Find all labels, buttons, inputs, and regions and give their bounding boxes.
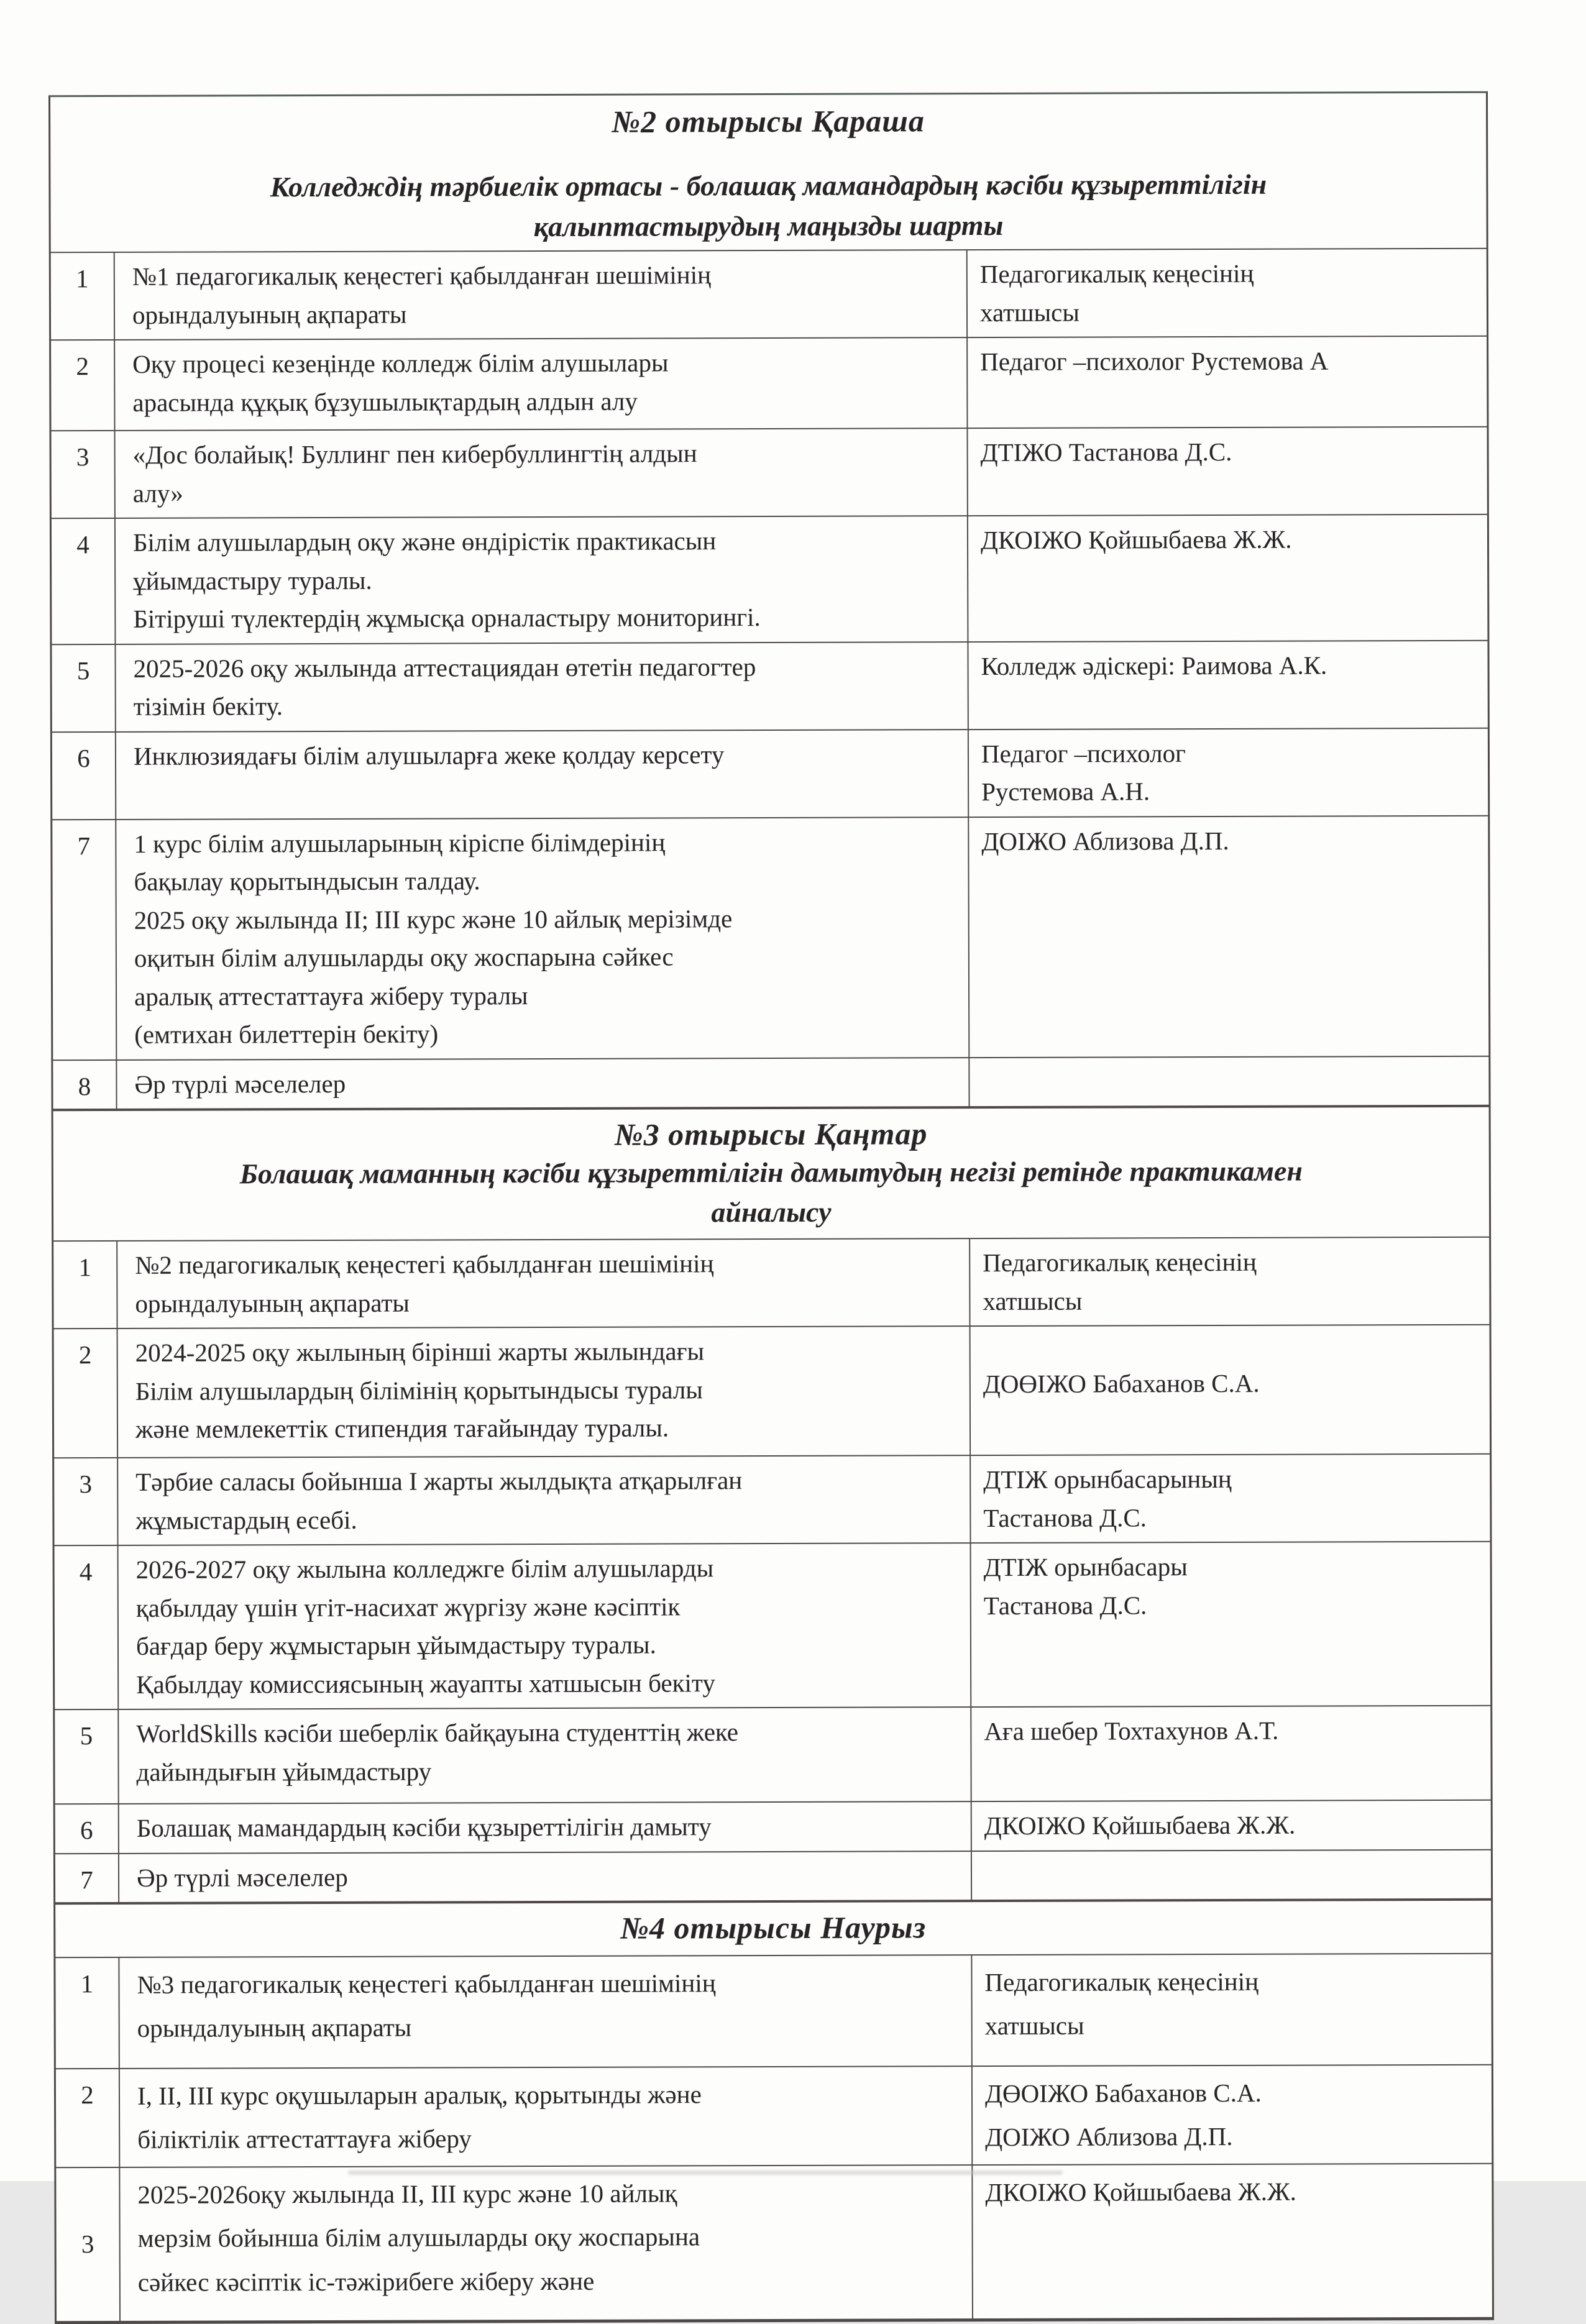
row-number-cell: 2 [54,1329,118,1458]
section-header [53,1106,1490,1242]
section-subtitle: Колледждің тәрбиелік ортасы - болашақ мамандардың кәсіби құзыреттілігін қалыптастырудың маңызды шарты [270,168,1267,242]
agenda-table [55,1954,1492,2322]
table-row [52,640,1487,731]
responsible-cell: ДКОІЖО Қойшыбаева Ж.Ж. [972,2164,1492,2319]
responsible-cell: ДКОІЖО Қойшыбаева Ж.Ж. [968,515,1488,642]
agenda-table-body [51,249,1489,1109]
table-row [53,1056,1488,1109]
agenda-topic-cell: Оқу процесі кезеңінде колледж білім алушылары арасында құқық бұзушылықтардың алдын алу [114,337,967,431]
agenda-topic-cell: №1 педагогикалық кеңестегі қабылданған шешімінің орындалуының ақпараты [114,250,967,340]
row-number-cell: 1 [53,1242,117,1329]
row-number-cell: 4 [52,518,116,644]
responsible-cell: ДТІЖ орынбасарының Тастанова Д.С. [970,1454,1490,1543]
agenda-topic-cell: WorldSkills кәсіби шеберлік байқауына студенттің жеке дайындығын ұйымдастыру [118,1707,971,1804]
agenda-topic-cell: 2025-2026оқу жылында II, III курс және 10 айлық мерзім бойынша білім алушыларды оқу жоспарына сәйкес кәсіптік іс-тәжірибеге жіберу және [119,2165,973,2322]
responsible-cell: Аға шебер Тохтахунов А.Т. [971,1706,1490,1801]
responsible-cell [971,1850,1491,1901]
table-row [55,1542,1491,1709]
row-number-cell: 6 [52,731,116,819]
table-row [51,249,1487,340]
agenda-topic-cell: 2024-2025 оқу жылының бірінші жарты жылындағы Білім алушылардың білімінің қорытындысы туралы және мемлекеттік стипендия тағайындау туралы. [117,1326,971,1458]
row-number-cell: 2 [51,340,114,431]
responsible-cell [969,1056,1488,1107]
row-number-cell: 4 [55,1545,119,1709]
table-row [52,728,1488,819]
table-row [55,1850,1491,1903]
section-header [55,1900,1491,1958]
responsible-cell: Педагог –психолог Рустемова А [967,336,1487,428]
meeting-section [53,1106,1492,1904]
row-number-cell: 2 [56,2069,119,2167]
table-row [55,1800,1491,1854]
responsible-cell: ДОІЖО Аблизова Д.П. [968,815,1488,1057]
table-row [52,515,1488,644]
agenda-table [53,1238,1491,1903]
row-number-cell: 5 [55,1709,118,1804]
table-row [56,2065,1492,2167]
section-title: №3 отырысы Қаңтар [614,1116,928,1152]
row-number-cell: 5 [52,644,115,731]
table-row [56,2164,1492,2322]
section-title: №4 отырысы Наурыз [620,1910,927,1946]
agenda-topic-cell: Әр түрлі мәселелер [116,1058,969,1109]
meeting-section [50,93,1489,1110]
row-number-cell: 1 [55,1958,119,2069]
table-row [55,1954,1491,2069]
responsible-cell: ДТІЖО Тастанова Д.С. [968,427,1487,516]
agenda-topic-cell: №3 педагогикалық кеңестегі қабылданған шешімінің орындалуының ақпараты [119,1956,971,2069]
agenda-table-body [53,1238,1491,1903]
scan-artifact [348,2171,1063,2175]
agenda-topic-cell: Білім алушылардың оқу және өндірістік практикасын ұйымдастыру туралы. Бітіруші түлектердің жұмысқа орналастыру мониторингі. [115,516,968,644]
section-title: №2 отырысы Қараша [612,103,925,139]
meeting-section [55,1900,1492,2322]
responsible-cell: ДӨОІЖО Бабаханов С.А. ДОІЖО Аблизова Д.П. [972,2065,1492,2165]
section-subtitle: Болашақ маманның кәсіби құзыреттілігін дамытудың негізі ретінде практикамен айналысу [239,1155,1303,1228]
responsible-cell: Педагогикалық кеңесінің хатшысы [971,1954,1491,2066]
table-row [52,427,1487,518]
agenda-topic-cell: Тәрбие саласы бойынша I жарты жылдықта атқарылған жұмыстардың есебі. [117,1455,970,1545]
responsible-cell: ДКОІЖО Қойшыбаева Ж.Ж. [971,1800,1491,1851]
row-number-cell: 3 [54,1458,117,1545]
agenda-topic-cell: 2026-2027 оқу жылына колледжге білім алушыларды қабылдау үшін үгіт-насихат жүргізу және кәсіптік бағдар беру жұмыстарын ұйымдастыру туралы. Қабылдау комиссиясының жауапты хатшысын бекіту [118,1543,971,1709]
table-row [54,1454,1490,1545]
agenda-topic-cell: I, II, III курс оқушыларын аралық, қорытынды және біліктілік аттестаттауға жіберу [119,2066,972,2167]
responsible-cell: Педагогикалық кеңесінің хатшысы [967,249,1487,337]
section-header [50,93,1487,253]
agenda-topic-cell: Әр түрлі мәселелер [119,1851,971,1903]
responsible-cell: Педагог –психолог Рустемова А.Н. [968,728,1488,817]
responsible-cell: Педагогикалық кеңесінің хатшысы [969,1238,1489,1326]
agenda-topic-cell: 1 курс білім алушыларының кіріспе білімдерінің бақылау қорытындысын талдау. 2025 оқу жылында II; III курс және 10 айлық мерізімде оқитын білім алушыларды оқу жоспарына сәйкес аралық аттестаттауға жіберу туралы (емтихан билеттерін бекіту) [116,817,969,1060]
agenda-topic-cell: «Дос болайық! Буллинг пен кибербуллингтің алдын алу» [115,428,968,518]
row-number-cell: 1 [51,253,114,340]
table-row [51,336,1487,431]
meeting-plan-table [48,91,1494,2324]
row-number-cell: 7 [55,1854,119,1903]
responsible-cell: ДТІЖ орынбасары Тастанова Д.С. [971,1542,1491,1707]
responsible-cell: Колледж әдіскері: Раимова А.К. [968,640,1487,729]
table-row [55,1706,1490,1804]
table-row [52,815,1488,1059]
agenda-table [51,249,1489,1110]
row-number-cell: 8 [53,1059,116,1109]
row-number-cell: 7 [52,819,116,1059]
table-row [54,1325,1490,1458]
table-row [53,1238,1489,1329]
responsible-cell: ДОӨІЖО Бабаханов С.А. [970,1325,1490,1455]
agenda-table-body [55,1954,1492,2322]
agenda-topic-cell: Инклюзиядағы білім алушыларға жеке қолдау керсету [116,730,968,820]
row-number-cell: 6 [55,1804,119,1854]
agenda-topic-cell: №2 педагогикалық кеңестегі қабылданған шешімінің орындалуының ақпараты [117,1239,969,1329]
agenda-topic-cell: Болашақ мамандардың кәсіби құзыреттілігін дамыту [119,1801,971,1853]
agenda-topic-cell: 2025-2026 оқу жылында аттестациядан өтетін педагогтер тізімін бекіту. [115,642,968,732]
row-number-cell: 3 [56,2167,120,2322]
row-number-cell: 3 [52,431,115,518]
